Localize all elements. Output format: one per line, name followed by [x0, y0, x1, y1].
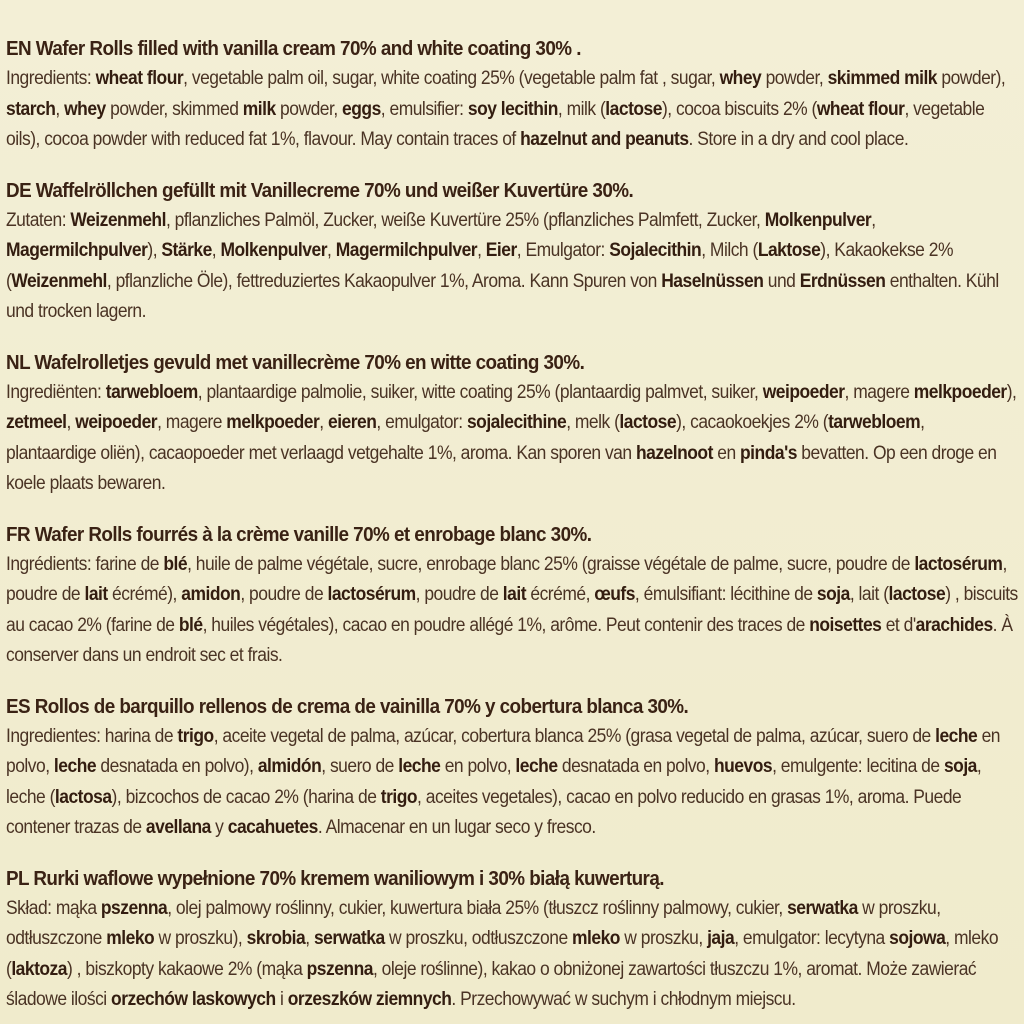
- allergen-text: leche: [935, 725, 978, 747]
- allergen-text: eggs: [342, 98, 381, 120]
- text-run: desnatada en polvo),: [96, 756, 258, 777]
- text-run: und: [763, 270, 800, 292]
- allergen-text: skimmed milk: [827, 68, 938, 89]
- text-run: , vegetable oils), cocoa powder with reduced fat 1%, flavour. May contain traces of: [6, 98, 985, 150]
- allergen-text: trigo: [177, 725, 214, 747]
- allergen-text: avellana: [145, 817, 211, 838]
- text-run: , lait (: [849, 584, 889, 605]
- text-run: desnatada en polvo,: [557, 756, 714, 777]
- text-run: ) , biscuits au cacao 2% (farine de: [6, 584, 1018, 636]
- allergen-text: noisettes: [809, 614, 882, 636]
- text-run: . Store in a dry and cool place.: [688, 129, 909, 150]
- section-de: [6, 176, 1014, 328]
- text-run: ,: [477, 240, 486, 261]
- text-run: powder),: [937, 68, 1006, 89]
- ingredients-text: [6, 206, 1018, 328]
- text-run: , emulsifier:: [380, 98, 468, 120]
- section-heading: FR Wafer Rolls fourrés à la crème vanille 70% et enrobage blanc 30%.: [6, 522, 592, 546]
- text-run: , poudre de: [415, 584, 503, 605]
- text-run: . Almacenar en un lugar seco y fresco.: [317, 817, 596, 838]
- text-run: ), cocoa biscuits 2% (: [661, 98, 817, 120]
- allergen-text: pinda's: [740, 442, 797, 464]
- text-run: , emulgente: lecitina de: [772, 756, 944, 777]
- section-heading: ES Rollos de barquillo rellenos de crema de vainilla 70% y cobertura blanca 30%.: [6, 694, 689, 718]
- allergen-text: lactosérum: [914, 553, 1003, 575]
- allergen-text: skrobia: [246, 928, 306, 949]
- allergen-text: leche: [515, 756, 558, 777]
- allergen-text: leche: [398, 756, 441, 777]
- allergen-text: whey: [64, 98, 106, 120]
- text-run: ,: [305, 928, 314, 949]
- allergen-text: soy lecithin: [467, 98, 558, 120]
- text-run: , magere: [844, 381, 914, 403]
- text-run: , olej palmowy roślinny, cukier, kuwertura biała 25% (tłuszcz roślinny palmowy, cukier,: [167, 897, 788, 919]
- text-run: , plantaardige palmolie, suiker, witte coating 25% (plantaardig palmvet, suiker,: [197, 381, 763, 403]
- allergen-text: zetmeel: [6, 412, 67, 433]
- text-run: Ingredients:: [6, 68, 96, 89]
- text-run: , emulgator: lecytyna: [734, 928, 890, 949]
- section-en: [6, 34, 1014, 156]
- allergen-text: milk: [242, 98, 276, 120]
- allergen-text: serwatka: [787, 897, 858, 919]
- allergen-text: sojowa: [889, 928, 946, 949]
- text-run: , poudre de: [6, 553, 1007, 605]
- text-run: en polvo,: [440, 756, 516, 777]
- allergen-text: Magermilchpulver: [335, 240, 478, 261]
- text-run: , vegetable palm oil, sugar, white coating 25% (vegetable palm fat , sugar,: [183, 68, 720, 89]
- allergen-text: huevos: [713, 756, 773, 777]
- text-run: ) , biszkopty kakaowe 2% (mąka: [67, 958, 307, 980]
- text-run: ), bizcochos de cacao 2% (harina de: [111, 786, 381, 808]
- allergen-text: pszenna: [100, 897, 168, 919]
- section-heading: DE Waffelröllchen gefüllt mit Vanillecreme 70% und weißer Kuvertüre 30%.: [6, 178, 634, 202]
- allergen-text: Weizenmehl: [70, 209, 166, 231]
- allergen-text: laktoza: [11, 958, 68, 980]
- text-run: ,: [319, 412, 328, 433]
- text-run: enthalten. Kühl und trocken lagern.: [6, 270, 999, 322]
- section-es: [6, 692, 1014, 844]
- allergen-text: lait: [84, 584, 108, 605]
- text-run: y: [210, 817, 228, 838]
- allergen-text: lactosérum: [327, 584, 416, 605]
- text-run: ),: [1006, 381, 1017, 403]
- text-run: i: [275, 989, 288, 1010]
- allergen-text: eieren: [327, 412, 377, 433]
- allergen-text: hazelnut and peanuts: [520, 129, 689, 150]
- text-run: ,: [55, 98, 65, 120]
- section-fr: [6, 520, 1018, 672]
- text-run: , Milch (: [701, 240, 758, 261]
- text-run: Skład: mąka: [6, 897, 101, 919]
- text-run: . À conserver dans un endroit sec et frais.: [6, 614, 1013, 666]
- allergen-text: lactosa: [54, 786, 112, 808]
- allergen-text: soja: [816, 584, 850, 605]
- text-run: , plantaardige oliën), cacaopoeder met verlaagd vetgehalte 1%, aroma. Kan sporen van: [6, 412, 925, 464]
- text-run: en polvo,: [6, 725, 1001, 777]
- text-run: , mleko (: [6, 928, 999, 980]
- allergen-text: orzechów laskowych: [111, 989, 276, 1010]
- allergen-text: melkpoeder: [913, 381, 1007, 403]
- allergen-text: mleko: [106, 928, 155, 949]
- allergen-text: almidón: [257, 756, 322, 777]
- allergen-text: tarwebloem: [105, 381, 198, 403]
- text-run: , suero de: [321, 756, 399, 777]
- section-heading: NL Wafelrolletjes gevuld met vanillecrème 70% en witte coating 30%.: [6, 350, 585, 374]
- text-run: , melk (: [566, 412, 620, 433]
- allergen-text: weipoeder: [762, 381, 845, 403]
- section-heading: PL Rurki waflowe wypełnione 70% kremem waniliowym i 30% białą kuwerturą.: [6, 866, 664, 890]
- text-run: powder, skimmed: [105, 98, 243, 120]
- text-run: ,: [211, 240, 221, 261]
- text-run: ), Kakaokekse 2% (: [6, 240, 953, 292]
- allergen-text: Erdnüssen: [799, 270, 886, 292]
- text-run: ,: [871, 209, 876, 231]
- text-run: . Przechowywać w suchym i chłodnym miejscu.: [451, 989, 796, 1010]
- text-run: , emulgator:: [376, 412, 467, 433]
- allergen-text: wheat flour: [816, 98, 905, 120]
- ingredients-text: [6, 550, 1018, 672]
- allergen-text: leche: [53, 756, 97, 777]
- ingredients-text: [6, 722, 1018, 844]
- allergen-text: Laktose: [757, 240, 821, 261]
- allergen-text: Molkenpulver: [764, 209, 872, 231]
- allergen-text: lactose: [619, 412, 677, 433]
- allergen-text: trigo: [380, 786, 418, 808]
- text-run: ,: [326, 240, 336, 261]
- text-run: , poudre de: [240, 584, 328, 605]
- text-run: , aceites vegetales), cacao en polvo reducido en grasas 1%, aroma. Puede contener trazas de: [6, 786, 962, 838]
- allergen-text: starch: [6, 98, 56, 120]
- allergen-text: melkpoeder: [226, 412, 320, 433]
- allergen-text: Sojalecithin: [609, 240, 702, 261]
- allergen-text: serwatka: [313, 928, 385, 949]
- text-run: écrémé),: [107, 584, 182, 605]
- section-heading: EN Wafer Rolls filled with vanilla cream 70% and white coating 30% .: [6, 37, 581, 60]
- text-run: w proszku,: [619, 928, 708, 949]
- allergen-text: blé: [178, 614, 203, 636]
- text-run: w proszku, odtłuszczone: [384, 928, 573, 949]
- text-run: ,: [66, 412, 76, 433]
- text-run: , pflanzliches Palmöl, Zucker, weiße Kuvertüre 25% (pflanzliches Palmfett, Zucker,: [165, 209, 765, 231]
- ingredients-text: [6, 64, 1018, 156]
- allergen-text: cacahuetes: [227, 817, 318, 838]
- text-run: bevatten. Op een droge en koele plaats bewaren.: [6, 442, 997, 494]
- text-run: ),: [147, 240, 162, 261]
- section-pl: [6, 864, 1014, 1016]
- text-run: , magere: [157, 412, 227, 433]
- allergen-text: wheat flour: [95, 68, 184, 89]
- allergen-text: Stärke: [161, 240, 212, 261]
- allergen-text: arachides: [915, 614, 993, 636]
- allergen-text: amidon: [181, 584, 241, 605]
- text-run: écrémé,: [526, 584, 595, 605]
- allergen-text: Eier: [485, 240, 517, 261]
- allergen-text: Magermilchpulver: [6, 240, 148, 261]
- text-run: Zutaten:: [6, 209, 71, 231]
- allergen-text: lactose: [605, 98, 662, 120]
- allergen-text: Haselnüssen: [661, 270, 764, 292]
- text-run: powder,: [761, 68, 828, 89]
- text-run: ), cacaokoekjes 2% (: [676, 412, 829, 433]
- text-run: , milk (: [557, 98, 606, 120]
- text-run: , pflanzliche Öle), fettreduziertes Kakaopulver 1%, Aroma. Kann Spuren von: [106, 270, 662, 292]
- text-run: , huiles végétales), cacao en poudre allégé 1%, arôme. Peut contenir des traces de: [202, 614, 810, 636]
- allergen-text: Molkenpulver: [220, 240, 327, 261]
- text-run: , leche (: [6, 756, 982, 808]
- text-run: w proszku, odtłuszczone: [6, 897, 941, 949]
- text-run: , aceite vegetal de palma, azúcar, cobertura blanca 25% (grasa vegetal de palma, azúcar, suero de: [213, 725, 936, 747]
- ingredients-text: [6, 894, 1018, 1016]
- allergen-text: sojalecithine: [466, 412, 567, 433]
- text-run: et d': [881, 614, 916, 636]
- text-run: powder,: [275, 98, 343, 120]
- allergen-text: tarwebloem: [828, 412, 921, 433]
- text-run: Ingrédients: farine de: [6, 553, 164, 575]
- section-nl: [6, 348, 1017, 500]
- text-run: Ingredientes: harina de: [6, 725, 178, 747]
- allergen-text: mleko: [572, 928, 620, 949]
- text-run: , oleje roślinne), kakao o obniżonej zawartości tłuszczu 1%, aromat. Może zawierać śladowe ilości: [6, 958, 977, 1010]
- text-run: w proszku),: [154, 928, 247, 949]
- text-run: , Emulgator:: [516, 240, 610, 261]
- ingredients-text: [6, 378, 1018, 500]
- text-run: en: [712, 442, 741, 464]
- allergen-text: jaja: [707, 928, 735, 949]
- text-run: , huile de palme végétale, sucre, enrobage blanc 25% (graisse végétale de palme, sucre, poudre de: [187, 553, 915, 575]
- allergen-text: lait: [502, 584, 527, 605]
- allergen-text: weipoeder: [75, 412, 158, 433]
- text-run: , émulsifiant: lécithine de: [634, 584, 817, 605]
- allergen-text: Weizenmehl: [11, 270, 107, 292]
- allergen-text: hazelnoot: [635, 442, 713, 464]
- allergen-text: blé: [163, 553, 188, 575]
- allergen-text: whey: [719, 68, 762, 89]
- allergen-text: pszenna: [306, 958, 373, 980]
- allergen-text: orzeszków ziemnych: [287, 989, 452, 1010]
- text-run: Ingrediënten:: [6, 381, 106, 403]
- allergen-text: soja: [943, 756, 977, 777]
- allergen-text: œufs: [594, 584, 635, 605]
- allergen-text: lactose: [888, 584, 946, 605]
